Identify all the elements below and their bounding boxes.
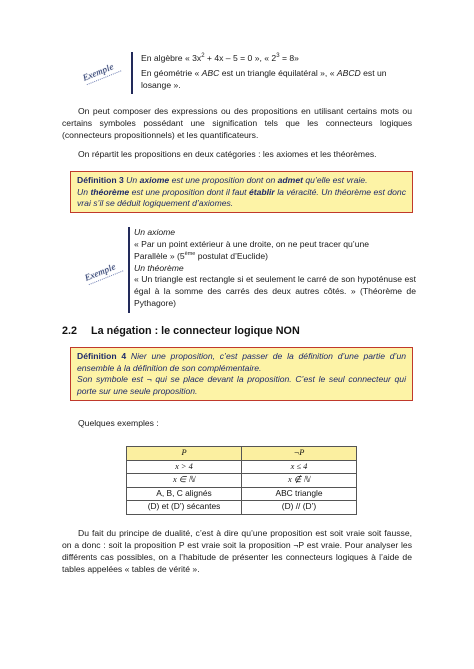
paragraph-dualite: Du fait du principe de dualité, c’est à dire qu’une proposition est soit vraie soit fausse, on a donc : soit la proposition P est vraie soit la proposition ¬P est vraie. Pour analyser les différents cas possibles, on a l’habitude de présenter les connecteurs logiques à l’aide de tables appelées « tables de vérité ».	[62, 528, 412, 574]
definition-4-line-1: Définition 4 Nier une proposition, c’est passer de la définition d’une partie d’un ensemble à la définition de son complémentaire.	[77, 351, 406, 373]
definition-3-line-2: Un théorème est une proposition dont il faut établir la véracité. Un théorème est donc vrai s’il se déduit logiquement d’axiomes.	[77, 186, 406, 209]
example-bar-2	[128, 227, 130, 313]
example-stamp-2: Exemple	[83, 261, 118, 283]
axiome-text-2: Parallèle » (5ème postulat d’Euclide)	[134, 250, 268, 261]
section-heading: 2.2 La négation : le connecteur logique NON	[62, 325, 300, 337]
theoreme-title: Un théorème	[134, 262, 184, 273]
definition-3-line-1: Définition 3 Un axiome est une proposition dont on admet qu’elle est vraie.	[77, 175, 368, 185]
axiome-text-1: « Par un point extérieur à une droite, on ne peut tracer qu’une	[134, 238, 370, 249]
paragraph-categories: On répartit les propositions en deux catégories : les axiomes et les théorèmes.	[78, 149, 377, 159]
example-bar-1	[131, 52, 133, 94]
definition-4-box	[70, 347, 413, 401]
definition-3-box	[70, 171, 413, 213]
header-p: P	[127, 447, 242, 461]
theoreme-text: « Un triangle est rectangle si et seulement le carré de son hypoténuse est égal à la somme des carrés des deux autres côtés. » (Théorème de Pythagore)	[134, 274, 416, 309]
example-1-line-2: En géométrie « ABC est un triangle équilatéral », « ABCD est un	[141, 67, 387, 78]
example-stamp-1: Exemple	[81, 61, 116, 83]
table-header-row	[127, 447, 357, 461]
examples-intro: Quelques exemples :	[78, 418, 159, 428]
example-1-line-3: losange ».	[141, 79, 181, 90]
table-row: x > 4 x ≤ 4	[127, 460, 357, 474]
header-not-p: ¬P	[242, 447, 357, 461]
paragraph-connecteurs: On peut composer des expressions ou des propositions en utilisant certains mots ou certains symboles possédant une signification tels que les connecteurs logiques (connecteurs propositionnels) et les quantificateurs.	[62, 106, 412, 140]
example-1-block	[141, 52, 401, 91]
table-row: x ∈ ℕ x ∉ ℕ	[127, 474, 357, 488]
example-1-line-1: En algèbre « $3x^2 + 4x - 5 = 0$ », « $2^3 = 8$»	[141, 52, 299, 63]
definition-4-line-2: Son symbole est ¬ qui se place devant la proposition. C’est le seul connecteur qui porte sur une seule proposition.	[77, 374, 406, 396]
table-row: A, B, C alignés ABC triangle	[127, 487, 357, 501]
example-2-block	[134, 227, 416, 310]
axiome-title: Un axiome	[134, 227, 176, 237]
negation-table	[126, 446, 357, 515]
table-row: (D) et (D’) sécantes (D) // (D’)	[127, 501, 357, 515]
